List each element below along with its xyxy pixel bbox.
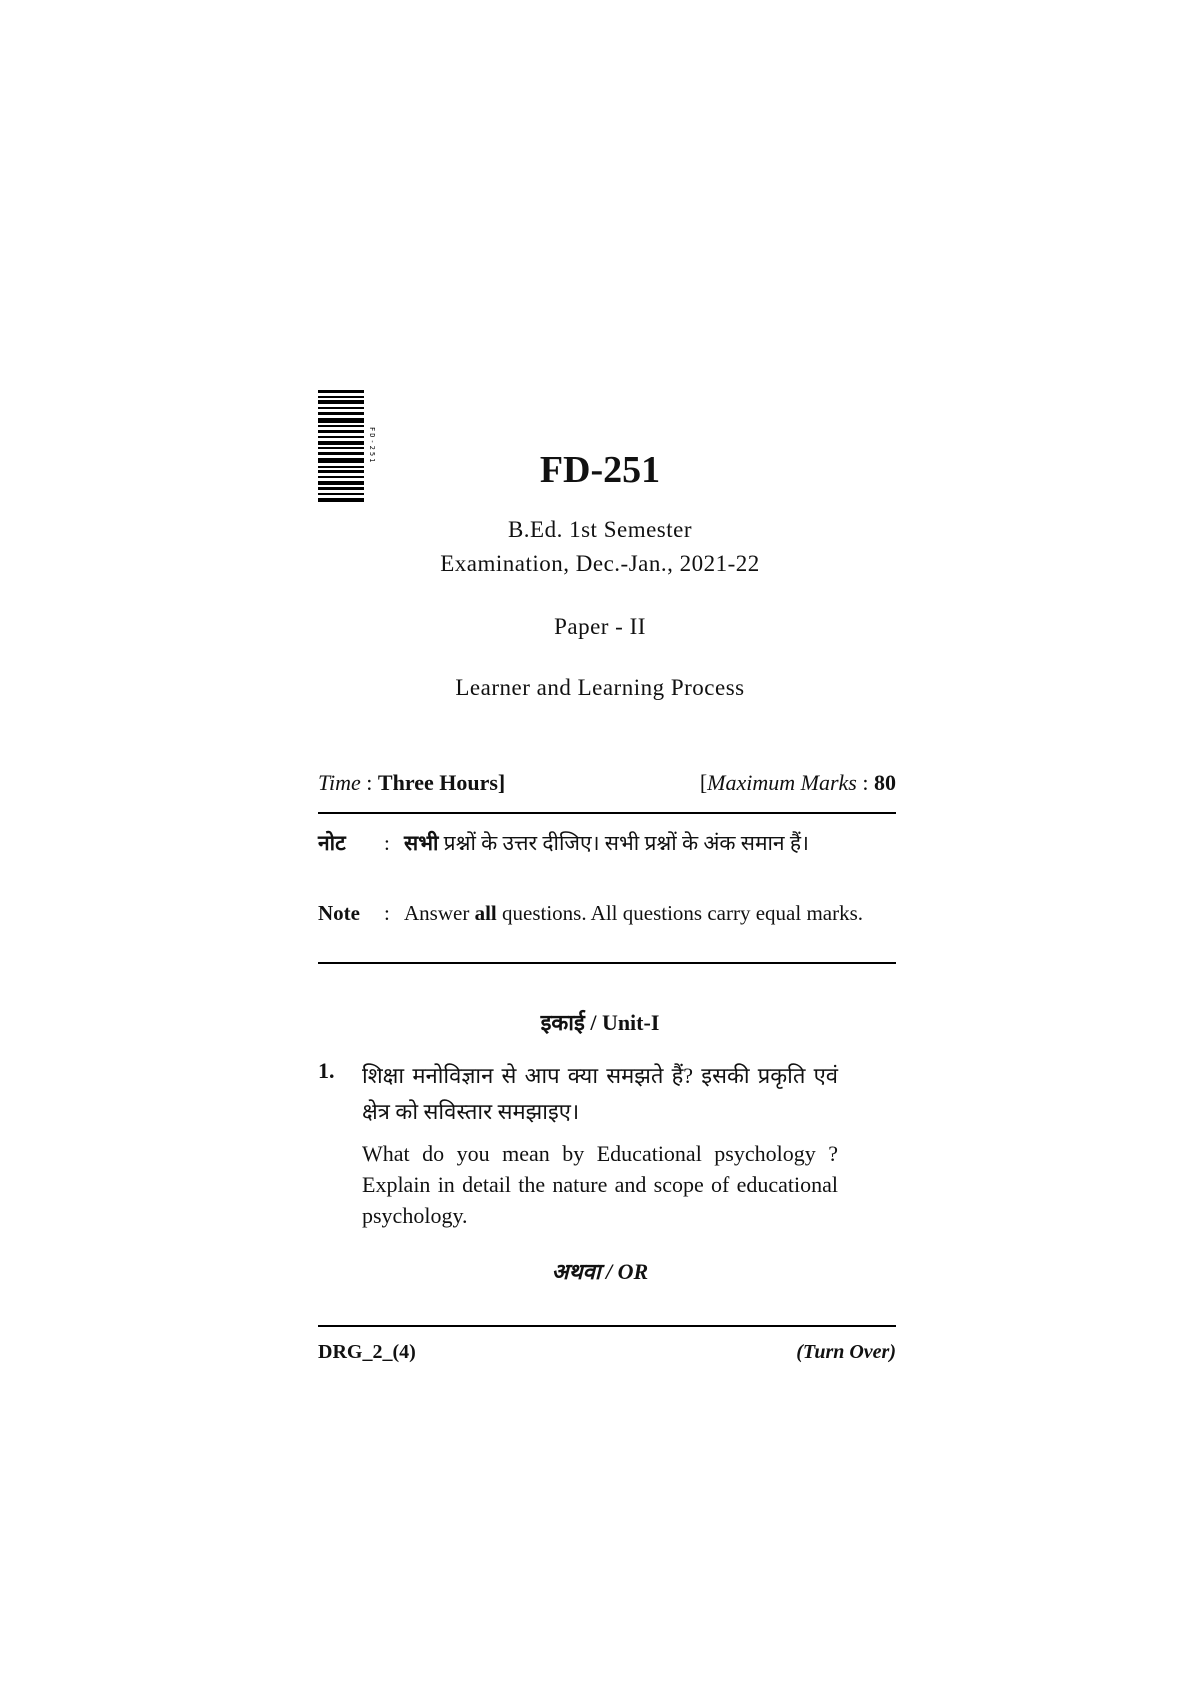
time-colon: : [366, 770, 373, 795]
note-english-bold: all [474, 901, 497, 925]
note-english-text [404, 898, 896, 928]
question-hindi-text: शिक्षा मनोविज्ञान से आप क्या समझते हैं? इसकी प्रकृति एवं क्षेत्र को सविस्तार समझाइए। [362, 1063, 838, 1124]
note-hindi-body: प्रश्नों के उत्तर दीजिए। सभी प्रश्नों के अंक समान हैं। [438, 831, 809, 855]
footer-code: DRG_2_(4) [318, 1341, 416, 1363]
note-english-pre: Answer [404, 901, 475, 925]
marks-label: Maximum Marks [707, 770, 857, 795]
question-number: 1. [318, 1058, 335, 1083]
marks-colon: : [862, 770, 869, 795]
divider-bottom [318, 1325, 896, 1327]
course-title: B.Ed. 1st Semester [507, 517, 693, 542]
subject-title: Learner and Learning Process [455, 675, 745, 700]
unit-separator: / [584, 1010, 602, 1035]
or-english: OR [617, 1259, 649, 1284]
unit-heading [0, 1007, 1200, 1037]
or-hindi: अथवा [551, 1259, 601, 1284]
or-separator [0, 1256, 1200, 1286]
unit-hindi: इकाई [540, 1010, 585, 1035]
note-hindi-bold: सभी [404, 831, 439, 855]
exam-session: Examination, Dec.-Jan., 2021-22 [440, 551, 760, 576]
note-hindi-text [404, 828, 896, 858]
unit-english: Unit-I [601, 1010, 660, 1035]
note-english-label: Note [318, 901, 360, 925]
time-label: Time [318, 770, 361, 795]
paper-code: FD-251 [539, 449, 661, 491]
marks-value: 80 [874, 770, 896, 795]
note-english-post: questions. All questions carry equal marks. [496, 901, 864, 925]
paper-number: Paper - II [554, 614, 646, 639]
question-english-text: What do you mean by Educational psychology ? Explain in detail the nature and scope of educational psychology. [362, 1141, 838, 1228]
time-marks-row [318, 770, 896, 796]
barcode-label: FD-251 [368, 427, 376, 465]
divider-top [318, 812, 896, 814]
marks-bracket: [ [699, 770, 708, 795]
time-value: Three Hours] [377, 770, 506, 795]
note-hindi-colon: : [384, 831, 390, 855]
or-sep: / [600, 1259, 618, 1284]
page-footer [318, 1341, 896, 1364]
turn-over-label: (Turn Over) [796, 1341, 896, 1363]
note-english-colon: : [384, 901, 390, 925]
marks-info [700, 770, 896, 796]
note-hindi-label: नोट [318, 831, 346, 855]
divider-middle [318, 962, 896, 964]
time-info [318, 770, 505, 796]
